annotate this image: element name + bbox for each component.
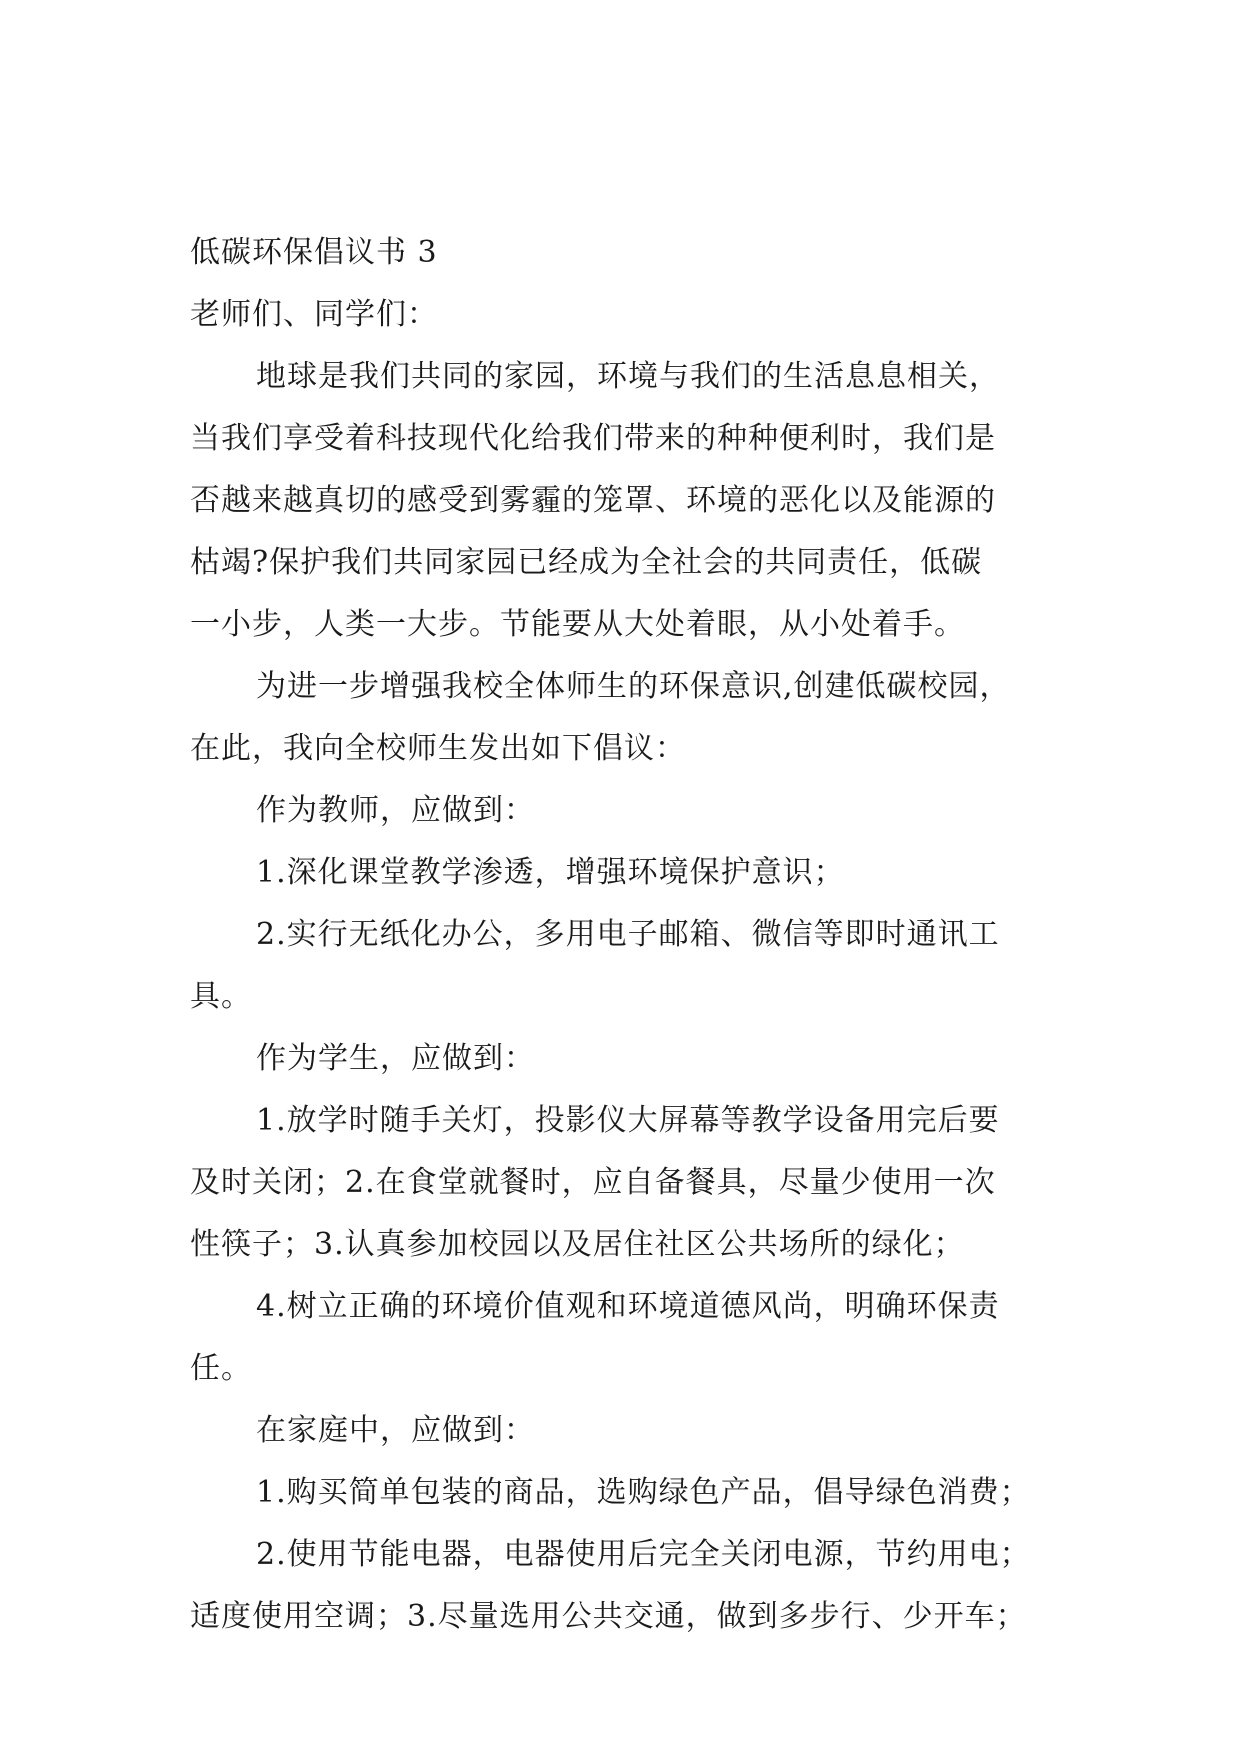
text-line: 任。 — [190, 1351, 252, 1386]
text-line: 性筷子；3.认真参加校园以及居住社区公共场所的绿化； — [190, 1227, 965, 1262]
list-item: 2.实行无纸化办公，多用电子邮箱、微信等即时通讯工 — [256, 917, 1000, 952]
section-heading-family: 在家庭中，应做到： — [256, 1413, 535, 1448]
text-line: 适度使用空调；3.尽量选用公共交通，做到多步行、少开车； — [190, 1599, 1027, 1634]
text-line: 在此，我向全校师生发出如下倡议： — [190, 731, 686, 766]
section-heading-teachers: 作为教师，应做到： — [256, 793, 535, 828]
list-item: 2.使用节能电器，电器使用后完全关闭电源，节约用电； — [256, 1537, 1031, 1572]
list-item: 1.购买简单包装的商品，选购绿色产品，倡导绿色消费； — [256, 1475, 1031, 1510]
section-heading-students: 作为学生，应做到： — [256, 1041, 535, 1076]
text-line: 为进一步增强我校全体师生的环保意识,创建低碳校园， — [256, 669, 1011, 704]
text-line: 当我们享受着科技现代化给我们带来的种种便利时，我们是 — [190, 421, 996, 456]
text-line: 具。 — [190, 979, 252, 1014]
text-line: 一小步，人类一大步。节能要从大处着眼，从小处着手。 — [190, 607, 965, 642]
document-title: 低碳环保倡议书 3 — [190, 235, 438, 270]
text-line: 及时关闭；2.在食堂就餐时，应自备餐具，尽量少使用一次 — [190, 1165, 996, 1200]
salutation: 老师们、同学们： — [190, 297, 438, 332]
list-item: 4.树立正确的环境价值观和环境道德风尚，明确环保责 — [256, 1289, 1000, 1324]
list-item: 1.深化课堂教学渗透，增强环境保护意识； — [256, 855, 845, 890]
list-item: 1.放学时随手关灯，投影仪大屏幕等教学设备用完后要 — [256, 1103, 1000, 1138]
text-line: 否越来越真切的感受到雾霾的笼罩、环境的恶化以及能源的 — [190, 483, 996, 518]
text-line: 枯竭?保护我们共同家园已经成为全社会的共同责任，低碳 — [190, 545, 983, 580]
document-body — [190, 222, 1058, 1648]
text-line: 地球是我们共同的家园，环境与我们的生活息息相关， — [256, 359, 1000, 394]
